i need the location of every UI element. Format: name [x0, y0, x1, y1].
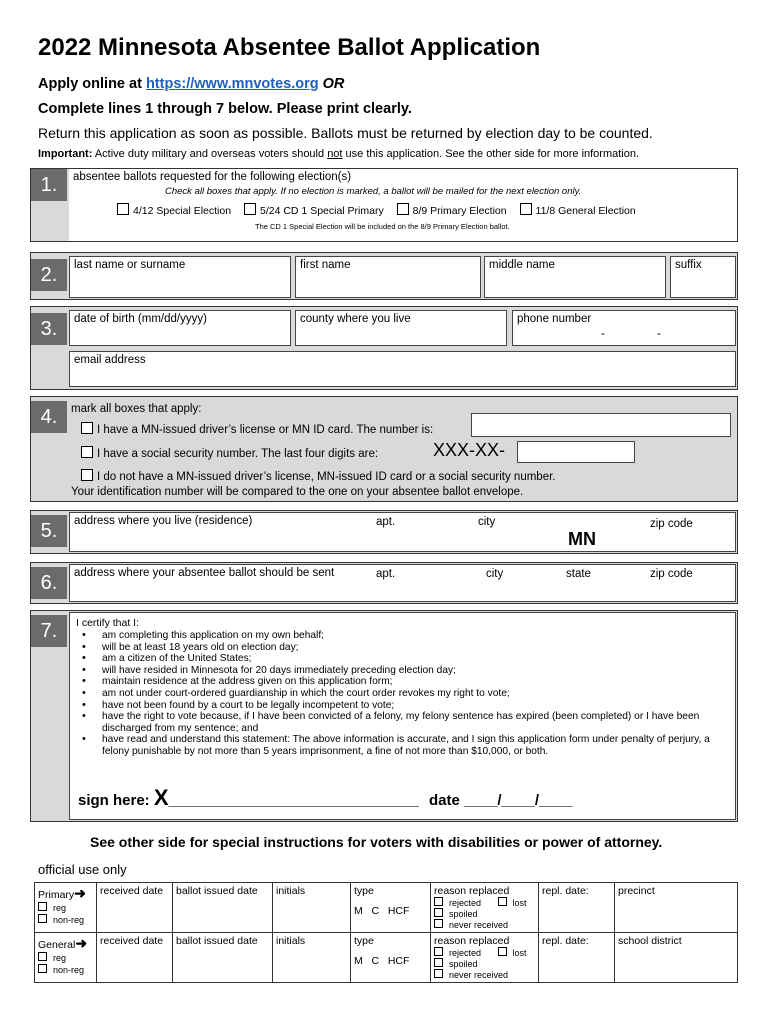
section-6-mailing: [30, 562, 738, 604]
state-value: MN: [568, 529, 596, 549]
cell-label: ballot issued date: [176, 935, 258, 947]
field-label: address where you live (residence): [74, 515, 253, 527]
field-label: middle name: [489, 259, 555, 271]
checkbox[interactable]: [520, 203, 532, 215]
field-label: email address: [74, 354, 146, 366]
cell-label: reason replaced: [434, 935, 510, 947]
checkbox[interactable]: [434, 958, 443, 967]
important-text-b: use this application. See the other side for more information.: [345, 148, 640, 160]
option-label: I do not have a MN-issued driver’s license, MN-issued ID card or a social security number.: [97, 471, 556, 483]
option-label: I have a MN-issued driver’s license or MN ID card. The number is:: [97, 424, 434, 436]
checkbox[interactable]: [38, 902, 47, 911]
apply-or: OR: [322, 76, 345, 92]
elections-heading: absentee ballots requested for the following election(s): [73, 171, 352, 183]
certify-item: • am completing this application on my own behalf;: [102, 630, 729, 642]
initials-cell[interactable]: [273, 933, 351, 983]
type-cell[interactable]: [351, 883, 431, 933]
ssn-prefix: XXX-XX-: [433, 440, 506, 460]
checkbox[interactable]: [498, 947, 507, 956]
return-note: Return this application as soon as possible. Ballots must be returned by election day to be counted.: [38, 125, 653, 141]
phone-dash: -: [601, 328, 605, 340]
official-row-general: [35, 933, 738, 983]
reg-label: reg: [53, 953, 67, 963]
section-number: 7.: [31, 615, 67, 647]
checkbox[interactable]: [38, 964, 47, 973]
reg-label: reg: [53, 903, 67, 913]
cell-label: repl. date:: [542, 885, 589, 897]
section-7-certify: [30, 610, 738, 822]
certify-item: • am a citizen of the United States;: [102, 653, 729, 665]
reason-replaced-cell[interactable]: [431, 883, 539, 933]
city-label: city: [486, 568, 504, 580]
signature-line[interactable]: [78, 785, 572, 811]
cell-label: type: [354, 935, 374, 947]
cell-label: repl. date:: [542, 935, 589, 947]
elections-instruction: Check all boxes that apply. If no election is marked, a ballot will be mailed for the next election only.: [165, 186, 582, 197]
important-note: [38, 148, 639, 160]
never-received-label: never received: [449, 970, 509, 980]
official-row-primary: [35, 883, 738, 933]
field-label: date of birth (mm/dd/yyyy): [74, 313, 207, 325]
checkbox[interactable]: [38, 952, 47, 961]
other-side-note: See other side for special instructions for voters with disabilities or power of attorney.: [90, 834, 663, 850]
license-option[interactable]: [81, 422, 433, 436]
elections-options: [117, 203, 733, 217]
section-4-id: [30, 396, 738, 502]
cell-label: type: [354, 885, 374, 897]
county-field[interactable]: [295, 310, 507, 346]
reason-replaced-cell[interactable]: [431, 933, 539, 983]
sign-label: sign here:: [78, 792, 150, 809]
option-5-24[interactable]: [244, 205, 384, 217]
received-date-cell[interactable]: [97, 883, 173, 933]
checkbox[interactable]: [81, 469, 93, 481]
section-number: 1.: [31, 169, 67, 201]
important-not: not: [327, 148, 343, 160]
date-field[interactable]: date ____/____/____: [429, 792, 573, 809]
checkbox[interactable]: [397, 203, 409, 215]
checkbox[interactable]: [434, 969, 443, 978]
repl-date-cell[interactable]: [539, 933, 615, 983]
phone-dash: -: [657, 328, 661, 340]
checkbox[interactable]: [81, 446, 93, 458]
no-id-option[interactable]: [81, 469, 555, 483]
checkbox[interactable]: [244, 203, 256, 215]
ssn-option[interactable]: [81, 446, 378, 460]
certify-item: • have the right to vote because, if I have been convicted of a felony, my felony sentence has expired (been completed) or I have been discharged from my sentence; and: [102, 711, 729, 734]
mnvotes-link[interactable]: https://www.mnvotes.org: [145, 76, 319, 92]
email-field[interactable]: [69, 351, 736, 387]
row-label-cell: [35, 933, 97, 983]
important-text-a: Active duty military and overseas voters should: [94, 148, 325, 160]
arrow-icon: ➜: [74, 885, 86, 901]
official-use-table: [34, 882, 738, 983]
certify-intro: I certify that I:: [76, 617, 140, 629]
arrow-icon: ➜: [75, 935, 88, 951]
license-number-field[interactable]: [471, 413, 731, 437]
certify-item: • will be at least 18 years old on election day;: [102, 642, 729, 654]
page-title: 2022 Minnesota Absentee Ballot Application: [38, 34, 541, 61]
complete-lines-note: Complete lines 1 through 7 below. Please print clearly.: [38, 101, 412, 117]
type-options: M C HCF: [354, 955, 410, 967]
received-date-cell[interactable]: [97, 933, 173, 983]
field-label: phone number: [517, 313, 592, 325]
cell-label: received date: [100, 935, 164, 947]
initials-cell[interactable]: [273, 883, 351, 933]
phone-field[interactable]: [512, 310, 736, 346]
apt-label: apt.: [376, 568, 396, 580]
zip-label: zip code: [650, 518, 693, 530]
cell-label: precinct: [618, 885, 655, 897]
cd1-note: The CD 1 Special Election will be included on the 8/9 Primary Election ballot.: [255, 222, 510, 231]
never-received-label: never received: [449, 920, 509, 930]
cell-label: school district: [618, 935, 682, 947]
cell-label: reason replaced: [434, 885, 510, 897]
section-number: 4.: [31, 401, 67, 433]
certify-item: • have read and understand this statement: The above information is accurate, and I sign this application form under penalty of perjury, a felony punishable by not more than 5 years imprisonment, a fine of not more than $10,000, or both.: [102, 734, 729, 757]
suffix-field[interactable]: [670, 256, 736, 298]
mailing-address-field[interactable]: [69, 564, 736, 602]
type-cell[interactable]: [351, 933, 431, 983]
rejected-label: rejected: [449, 898, 482, 908]
section-3-contact: [30, 306, 738, 390]
checkbox[interactable]: [434, 947, 443, 956]
signature-blank[interactable]: ______________________________: [168, 792, 419, 809]
city-label: city: [478, 516, 496, 528]
row-label: Primary: [38, 889, 75, 901]
section-5-residence: [30, 510, 738, 554]
checkbox[interactable]: [81, 422, 93, 434]
option-label: 11/8 General Election: [535, 205, 636, 217]
certification-box: [69, 612, 736, 820]
apt-label: apt.: [376, 516, 396, 528]
section-number: 3.: [31, 313, 67, 345]
section-number: 5.: [31, 515, 67, 547]
spoiled-label: spoiled: [449, 959, 478, 969]
apply-prefix: Apply online at: [38, 76, 142, 92]
checkbox[interactable]: [38, 914, 47, 923]
row-label: General: [38, 939, 76, 951]
option-11-8[interactable]: [520, 205, 636, 217]
field-label: address where your absentee ballot should be sent: [74, 567, 335, 579]
last-name-field[interactable]: [69, 256, 291, 298]
apply-online-line: [38, 76, 344, 92]
option-label: 4/12 Special Election: [133, 205, 232, 217]
option-label: 5/24 CD 1 Special Primary: [260, 205, 384, 217]
first-name-field[interactable]: [295, 256, 481, 298]
middle-name-field[interactable]: [484, 256, 666, 298]
certify-item: • maintain residence at the address given on this application form;: [102, 676, 729, 688]
field-label: county where you live: [300, 313, 411, 325]
school-district-cell[interactable]: [615, 933, 738, 983]
checkbox[interactable]: [117, 203, 129, 215]
checkbox[interactable]: [498, 897, 507, 906]
spoiled-label: spoiled: [449, 909, 478, 919]
section-number: 2.: [31, 259, 67, 291]
lost-label: lost: [512, 948, 527, 958]
section-number: 6.: [31, 567, 67, 599]
checkbox[interactable]: [434, 908, 443, 917]
nonreg-label: non-reg: [53, 915, 85, 925]
ballot-issued-cell[interactable]: [173, 883, 273, 933]
lost-label: lost: [512, 898, 527, 908]
repl-date-cell[interactable]: [539, 883, 615, 933]
cell-label: initials: [276, 935, 306, 947]
checkbox[interactable]: [434, 897, 443, 906]
option-label: I have a social security number. The last four digits are:: [97, 448, 379, 460]
rejected-label: rejected: [449, 948, 482, 958]
certify-list: [76, 630, 729, 758]
section-1-elections: [30, 168, 738, 242]
zip-label: zip code: [650, 568, 693, 580]
official-use-title: official use only: [38, 862, 127, 877]
certify-item: • am not under court-ordered guardianship in which the court order revokes my right to vote;: [102, 688, 729, 700]
section-2-name: [30, 252, 738, 300]
field-label: first name: [300, 259, 351, 271]
cell-label: received date: [100, 885, 164, 897]
precinct-cell[interactable]: [615, 883, 738, 933]
field-label: last name or surname: [74, 259, 186, 271]
dob-field[interactable]: [69, 310, 291, 346]
checkbox[interactable]: [434, 919, 443, 928]
nonreg-label: non-reg: [53, 965, 85, 975]
field-label: suffix: [675, 259, 702, 271]
residence-address-field[interactable]: [69, 512, 736, 552]
option-label: 8/9 Primary Election: [412, 205, 507, 217]
state-label: state: [566, 568, 591, 580]
option-4-12[interactable]: [117, 205, 231, 217]
type-options: M C HCF: [354, 905, 410, 917]
important-label: Important:: [38, 148, 93, 160]
id-footer: Your identification number will be compared to the one on your absentee ballot envelope.: [71, 486, 524, 498]
ssn-last-four-field[interactable]: [517, 441, 635, 463]
cell-label: initials: [276, 885, 306, 897]
elections-box: [69, 169, 737, 241]
option-8-9[interactable]: [397, 205, 507, 217]
sign-x: X: [153, 785, 169, 810]
id-heading: mark all boxes that apply:: [71, 403, 202, 415]
certify-item: • have not been found by a court to be legally incompetent to vote;: [102, 700, 729, 712]
row-label-cell: [35, 883, 97, 933]
ballot-issued-cell[interactable]: [173, 933, 273, 983]
certify-item: • will have resided in Minnesota for 20 days immediately preceding election day;: [102, 665, 729, 677]
cell-label: ballot issued date: [176, 885, 258, 897]
